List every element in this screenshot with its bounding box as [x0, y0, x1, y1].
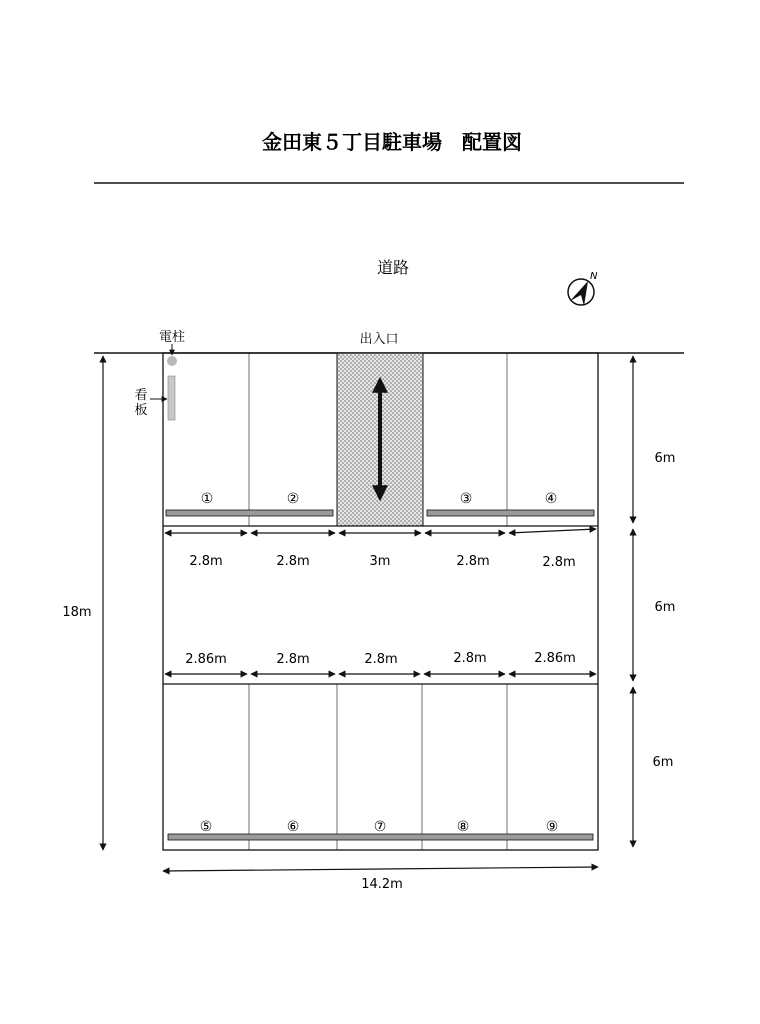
total-width-label: 14.2m [361, 877, 403, 892]
spot-number-3: ③ [459, 491, 473, 507]
spot-number-5: ⑤ [199, 819, 213, 835]
spot-number-1: ① [200, 491, 214, 507]
sign-label-top: 看 [134, 388, 148, 403]
spot-number-7: ⑦ [373, 819, 387, 835]
signboard [168, 376, 175, 420]
spot-number-2: ② [286, 491, 300, 507]
bottom-width-5: 2.86m [534, 651, 576, 666]
spot-number-4: ④ [544, 491, 558, 507]
bottom-width-1: 2.86m [185, 652, 227, 667]
bottom-width-2: 2.8m [276, 652, 310, 667]
pole-label: 電柱 [158, 330, 186, 345]
spot-number-8: ⑧ [456, 819, 470, 835]
section-depth-2: 6m [654, 600, 676, 615]
road-label: 道路 [376, 258, 410, 277]
page-title: 金田東５丁目駐車場 配置図 [262, 130, 522, 154]
wheel-stop-bar-right [427, 510, 594, 516]
entrance-label: 出入口 [359, 332, 399, 347]
bottom-width-4: 2.8m [453, 651, 487, 666]
section-depth-3: 6m [652, 755, 674, 770]
top-width-1: 2.8m [189, 554, 223, 569]
spot-number-9: ⑨ [545, 819, 559, 835]
compass-label: N [590, 271, 598, 282]
wheel-stop-bar-left [166, 510, 333, 516]
total-width-arrow [163, 867, 598, 871]
top-width-5: 2.8m [542, 555, 576, 570]
top-width-dimensions [165, 529, 596, 533]
total-depth-label: 18m [62, 605, 92, 620]
spot-number-6: ⑥ [286, 819, 300, 835]
top-width-3: 3m [369, 554, 391, 569]
utility-pole-icon [167, 356, 177, 366]
section-depth-1: 6m [654, 451, 676, 466]
bottom-width-3: 2.8m [364, 652, 398, 667]
top-width-2: 2.8m [276, 554, 310, 569]
north-compass-icon [568, 271, 598, 306]
sign-label-bottom: 板 [134, 403, 148, 418]
top-width-4: 2.8m [456, 554, 490, 569]
